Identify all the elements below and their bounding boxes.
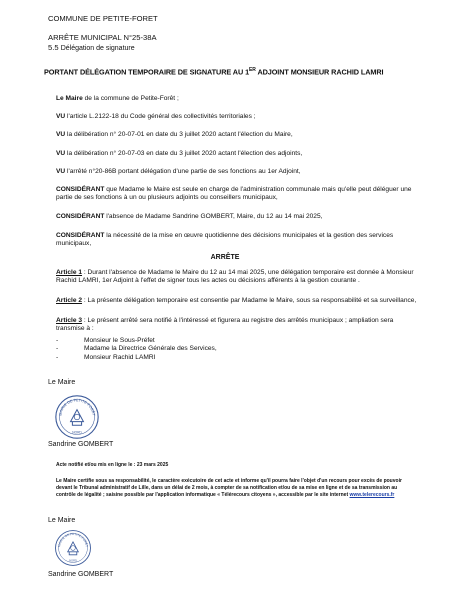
considerant-paragraph — [56, 213, 418, 221]
title-text: PORTANT DÉLÉGATION TEMPORAIRE DE SIGNATURE AU 1 — [44, 67, 250, 77]
recipient-list — [56, 337, 217, 362]
svg-text:NORD: NORD — [72, 430, 82, 435]
category-code: 5.5 — [48, 43, 59, 52]
article-paragraph — [56, 297, 418, 305]
vu-text: la délibération n° 20-07-01 en date du 3 juillet 2020 actant l'élection du Maire, — [65, 131, 293, 138]
article-paragraph — [56, 269, 418, 286]
svg-text:NORD: NORD — [69, 559, 77, 563]
recipient: Monsieur le Sous-Préfet — [84, 337, 155, 344]
considerant-paragraph — [56, 232, 418, 249]
article-label: Article 1 — [56, 269, 83, 276]
signature-name: Sandrine GOMBERT — [48, 571, 114, 578]
vu-label: VU — [56, 168, 66, 175]
vu-paragraph — [56, 113, 418, 121]
signature-role: Le Maire — [48, 517, 76, 524]
recipient: Monsieur Rachid LAMRI — [84, 353, 156, 361]
svg-text:MAIRIE DE PETITE-FORÊT: MAIRIE DE PETITE-FORÊT — [57, 532, 89, 548]
article-paragraph — [56, 317, 418, 334]
article-label: Article 3 — [56, 317, 83, 324]
vu-text: l'arrêté n°20-86B portant délégation d'une partie de ses fonctions au 1er Adjoint, — [65, 168, 301, 175]
list-item: - Madame la Directrice Générale des Services, — [56, 345, 217, 353]
considerant-label: CONSIDÉRANT — [56, 232, 105, 239]
vu-label: VU — [56, 113, 66, 120]
mairie-seal-icon — [54, 394, 100, 440]
considerant-text: la nécessité de la mise en œuvre quotidienne des décisions municipales et la gestion des services municipaux, — [56, 232, 394, 248]
commune-name: COMMUNE DE PETITE-FORET — [48, 14, 158, 23]
svg-text:MAIRIE DE PETITE-FORÊT: MAIRIE DE PETITE-FORÊT — [58, 398, 96, 417]
vu-text: l'article L.2122-18 du Code général des collectivités territoriales ; — [65, 113, 256, 120]
mairie-seal-icon — [54, 529, 92, 567]
preamble-maire-text: de la commune de Petite-Forêt ; — [82, 95, 179, 102]
considerant-paragraph — [56, 186, 418, 203]
article-label: Article 2 — [56, 297, 83, 304]
category-label: Délégation de signature — [60, 45, 135, 52]
preamble-maire-bold: Le Maire — [56, 95, 83, 102]
document-title — [44, 67, 383, 76]
vu-text: la délibération n° 20-07-03 en date du 3 juillet 2020 actant l'élection des adjoints, — [65, 150, 303, 157]
arrete-category — [48, 43, 135, 53]
considerant-text: l'absence de Madame Sandrine GOMBERT, Maire, du 12 au 14 mai 2025, — [104, 213, 323, 220]
article-text: : Le présent arrêté sera notifié à l'intéressé et figurera au registre des arrêtés municipaux ; ampliation sera transmise à : — [56, 317, 394, 333]
list-item: - Monsieur le Sous-Préfet — [56, 337, 155, 344]
article-text: : Durant l'absence de Madame le Maire du 12 au 14 mai 2025, une délégation temporaire est donnée à Monsieur Rachid LAMRI, 1er Adjoint à l'effet de signer tous les actes ou décisions afférents à la gestion courante . — [56, 269, 414, 285]
signature-role: Le Maire — [48, 379, 76, 386]
legal-notice-text: Le Maire certifie sous sa responsabilité, le caractère exécutoire de cet acte et informe qu'il pourra faire l'objet d'un recours pour excès de pouvoir devant le Tribunal administratif de Lille, dans un délai de 2 mois, à compter de sa notification et/ou de sa mise en ligne et de sa transmission au contrôle de légalité ; saisine possible par l'application informatique « Télérecours citoyens », accessible par le site internet — [56, 478, 402, 499]
signature-name: Sandrine GOMBERT — [48, 441, 114, 448]
vu-label: VU — [56, 150, 66, 157]
article-text: : La présente délégation temporaire est consentie par Madame le Maire, sous sa responsabilité et sa surveillance, — [82, 297, 417, 304]
list-item: - Monsieur Rachid LAMRI — [56, 353, 156, 361]
vu-paragraph — [56, 131, 418, 139]
telerecours-link[interactable]: www.telerecours.fr — [349, 492, 395, 499]
considerant-text: que Madame le Maire est seule en charge de l'administration communale mais qu'elle peut déléguer une partie de ses fonctions à un ou plusieurs adjoints ou conseillers municipaux, — [56, 186, 412, 202]
vu-paragraph — [56, 168, 418, 176]
legal-notice — [56, 478, 404, 500]
considerant-label: CONSIDÉRANT — [56, 186, 105, 193]
arrete-heading: ARRÊTE — [210, 254, 240, 261]
vu-paragraph — [56, 150, 418, 158]
preamble-maire — [56, 95, 418, 103]
vu-label: VU — [56, 131, 66, 138]
recipient: Madame la Directrice Générale des Services, — [84, 345, 217, 353]
title-superscript: ER — [249, 67, 256, 73]
title-text-end: ADJOINT MONSIEUR RACHID LAMRI — [255, 67, 384, 77]
online-notice: Acte notifié et/ou mis en ligne le : 23 mars 2025 — [56, 462, 169, 468]
considerant-label: CONSIDÉRANT — [56, 213, 105, 220]
arrete-number: ARRÊTE MUNICIPAL N°25-38A — [48, 33, 157, 42]
